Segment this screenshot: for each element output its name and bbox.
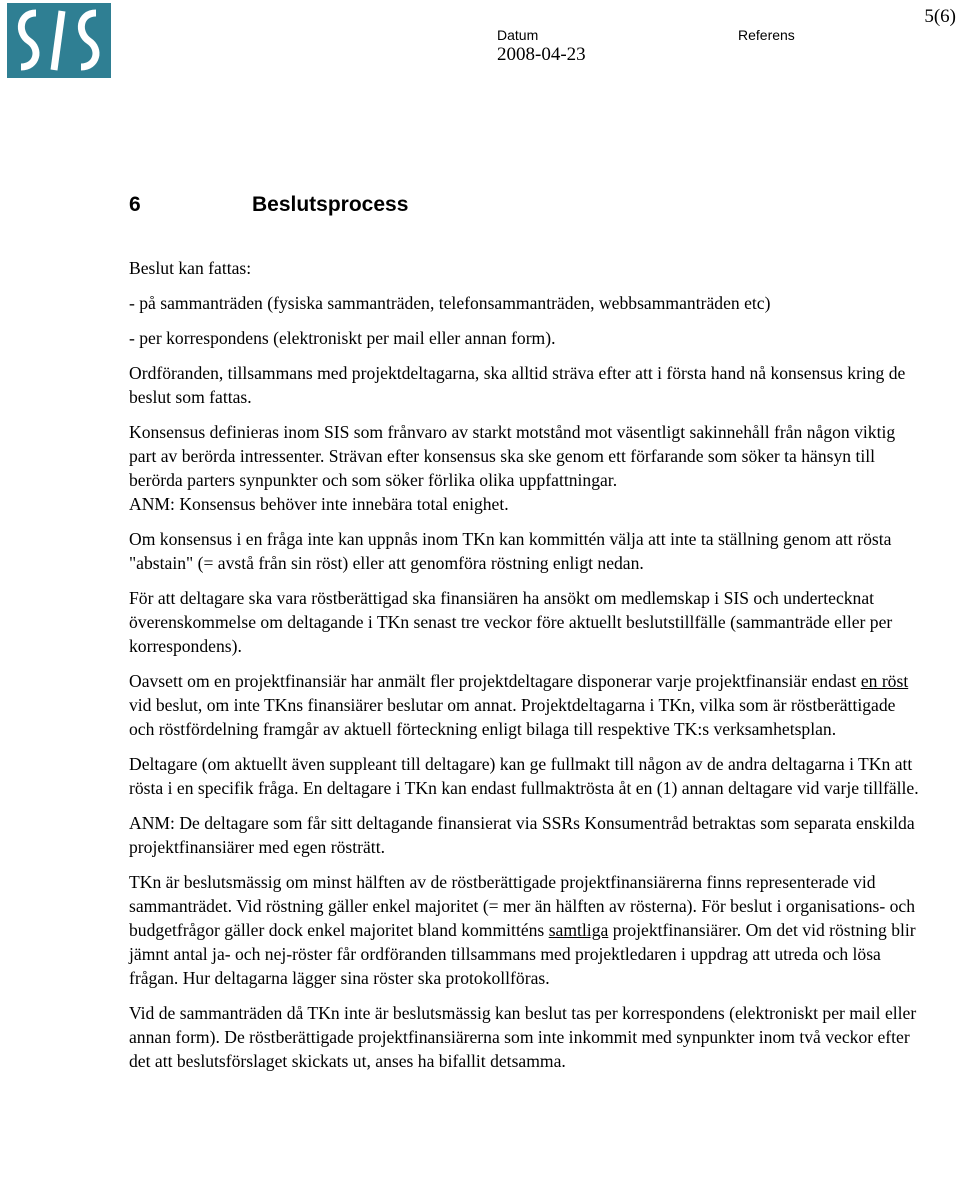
page-number: 5(6)	[924, 6, 956, 27]
list-item: - per korrespondens (elektroniskt per mail eller annan form).	[129, 328, 556, 348]
note: ANM: Konsensus behöver inte innebära total enighet.	[129, 494, 509, 514]
paragraph: Konsensus definieras inom SIS som frånvaro av starkt motstånd mot väsentligt sakinnehåll från någon viktig part av berörda intressenter. Strävan efter konsensus ska ske genom ett förfarande som söker ta hänsyn till berörda parters synpunkter och som söker förlika olika uppfattningar.	[129, 422, 896, 490]
paragraph: Ordföranden, tillsammans med projektdeltagarna, ska alltid sträva efter att i första hand nå konsensus kring de beslut som fattas.	[129, 363, 906, 407]
section-title: Beslutsprocess	[252, 193, 409, 216]
text-run: vid beslut, om inte TKns finansiärer beslutar om annat. Projektdeltagarna i TKn, vilka som är röstberättigade och röstfördelning framgår av aktuell förteckning enligt bilaga till respektive TK:s verksamhetsplan.	[129, 695, 896, 739]
paragraph: Vid de sammanträden då TKn inte är beslutsmässig kan beslut tas per korrespondens (elektroniskt per mail eller annan form). De röstberättigade projektfinansiärerna som inte inkommit med synpunkter inom två veckor efter det att beslutsförslaget skickats ut, anses ha bifallit detsamma.	[129, 1003, 917, 1071]
paragraph: För att deltagare ska vara röstberättigad ska finansiären ha ansökt om medlemskap i SIS och undertecknat överenskommelse om deltagande i TKn senast tre veckor före aktuellt beslutstillfälle (sammanträde eller per korrespondens).	[129, 588, 893, 656]
underlined-text: en röst	[860, 671, 909, 691]
underlined-text: samtliga	[548, 920, 609, 940]
paragraph	[129, 870, 919, 990]
text-run: Oavsett om en projektfinansiär har anmält fler projektdeltagare disponerar varje projektfinansiär endast	[129, 671, 861, 691]
paragraph: Beslut kan fattas:	[129, 258, 252, 278]
datum-label: Datum	[497, 27, 539, 43]
section-heading	[129, 193, 408, 217]
paragraph	[129, 669, 919, 741]
text-run: projektfinansiärer. Om det vid röstning blir jämnt antal ja- och nej-röster får ordföranden tillsammans med projektledaren i uppdrag att utreda och lösa frågan. Hur deltagarna lägger sina röster ska protokollföras.	[129, 920, 916, 988]
paragraph: Deltagare (om aktuellt även suppleant till deltagare) kan ge fullmakt till någon av de andra deltagarna i TKn att rösta i en specifik fråga. En deltagare i TKn kan endast fullmaktrösta åt en (1) annan deltagare vid varje tillfälle.	[129, 754, 919, 798]
list-item: - på sammanträden (fysiska sammanträden, telefonsammanträden, webbsammanträden etc)	[129, 293, 771, 313]
note: ANM: De deltagare som får sitt deltagande finansierat via SSRs Konsumentråd betraktas som separata enskilda projektfinansiärer med egen rösträtt.	[129, 813, 915, 857]
document-date: 2008-04-23	[497, 44, 586, 65]
document-body	[129, 256, 919, 1084]
referens-label: Referens	[738, 27, 795, 43]
text-run: TKn är beslutsmässig om minst hälften av de röstberättigade projektfinansiärerna finns representerade vid sammanträdet. Vid röstning gäller enkel majoritet (= mer än hälften av rösterna). För beslut i organisations- och budgetfrågor gäller dock enkel majoritet bland kommitténs	[129, 872, 916, 940]
section-number: 6	[129, 193, 141, 216]
paragraph: Om konsensus i en fråga inte kan uppnås inom TKn kan kommittén välja att inte ta ställning genom att rösta "abstain" (= avstå från sin röst) eller att genomföra röstning enligt nedan.	[129, 529, 892, 573]
sis-logo	[7, 3, 111, 78]
